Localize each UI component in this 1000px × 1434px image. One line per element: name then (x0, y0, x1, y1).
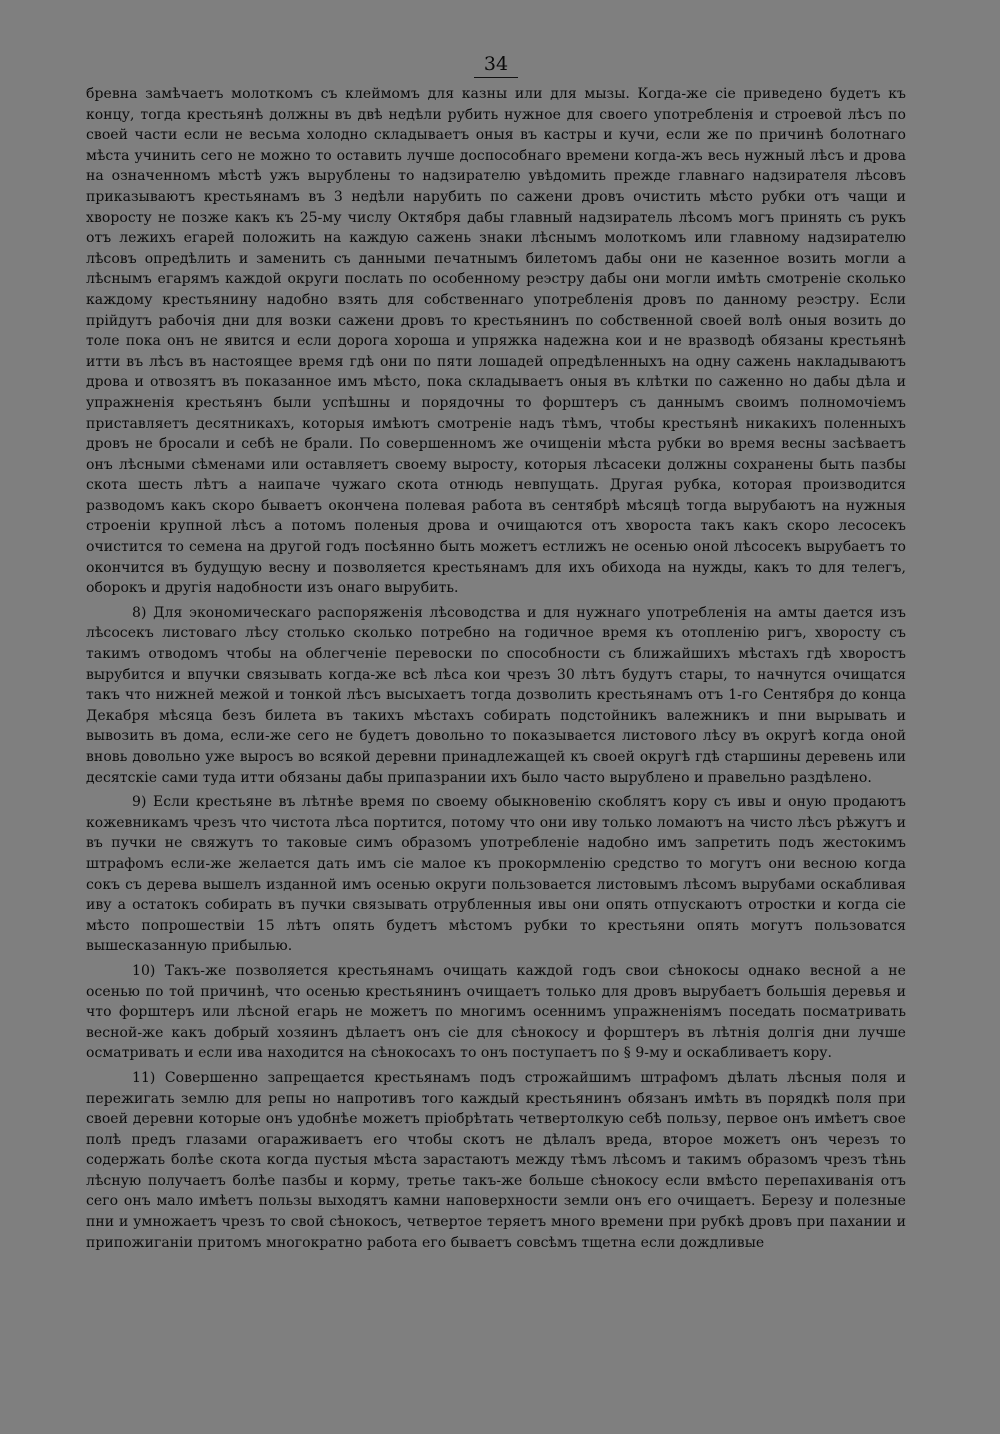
document-page (86, 52, 906, 1257)
page-number-text: 34 (474, 52, 518, 78)
paragraph-section-10: 10) Такъ-же позволяется крестьянамъ очищать каждой годъ свои сѣнокосы однако весной а не осенью по той причинѣ, что осенью крестьянинъ очищаетъ только для дровъ вырубаетъ большія деревья и что форштеръ или лѣсной егарь не можетъ по многимъ осеннимъ упражненіямъ поседать посматривать весной-же какъ добрый хозяинъ дѣлаетъ онъ сіе для сѣнокосу и форштеръ въ лѣтнія долгія дни лучше осматривать и если ива находится на сѣнокосахъ то онъ поступаетъ по § 9-му и оскабливаетъ кору. (86, 962, 906, 1062)
paragraph-continuation: бревна замѣчаетъ молоткомъ съ клеймомъ для казны или для мызы. Когда-же сіе приведено будетъ къ концу, тогда крестьянѣ должны въ двѣ недѣли рубить нужное для своего употребленія и строевой лѣсъ по своей части если не весьма холодно складываетъ оныя въ кастры и кучи, если же по причинѣ болотнаго мѣста учинить сего не можно то оставить лучше доспособнаго времени когда-жъ весь нужный лѣсъ и дрова на означенномъ мѣстѣ ужъ вырублены то надзирателю увѣдомить прежде главнаго надзирателя лѣсовъ приказываютъ крестьянамъ въ 3 недѣли нарубить по сажени дровъ очистить мѣсто рубки отъ чащи и хворосту не позже какъ къ 25-му числу Октября дабы главный надзиратель лѣсомъ могъ принять съ рукъ отъ лежихъ егарей положить на каждую сажень знаки лѣснымъ молоткомъ или главному надзирателю лѣсовъ опредѣлить и заменить съ данными печатнымъ билетомъ дабы они не казенное возить могли а лѣснымъ егарямъ каждой округи послать по особенному реэстру дабы они могли имѣть смотреніе сколько каждому крестьянину надобно взять для собственнаго употребленія дровъ по данному реэстру. Если прійдутъ рабочія дни для возки сажени дровъ то крестьянинъ по собственной своей волѣ оныя возить до толе пока онъ не явится и если дорога хороша и упряжка надежна кои и не вразводѣ обязаны крестьянѣ итти въ лѣсъ въ настоящее время гдѣ они по пяти лошадей опредѣленныхъ на одну сажень накладываютъ дрова и отвозятъ въ показанное имъ мѣсто, пока складываетъ оныя въ клѣтки по саженно но дабы дѣла и упражненія крестьянъ были успѣшны и порядочны то форштеръ съ даннымъ своимъ полномочіемъ приставляетъ десятникахъ, которыя имѣютъ смотреніе надъ тѣмъ, чтобы крестьянѣ никакихъ поленныхъ дровъ не бросали и себѣ не брали. По совершенномъ же очищеніи мѣста рубки во время весны засѣваетъ онъ лѣсными сѣменами или оставляетъ своему выросту, которыя лѣсасеки должны сохранены быть пазбы скота шесть лѣтъ а наипаче чужаго скота отнюдь невпущать. Другая рубка, которая производится разводомъ какъ скоро бываетъ окончена полевая работа въ сентябрѣ мѣсяцѣ тогда вырубаютъ на нужныя строеніи крупной лѣсъ а потомъ поленыя дрова и очищаются отъ хвороста такъ какъ скоро лесосекъ очистится то семена на другой годъ посѣянно быть можетъ естлижъ не осенью оной лѣсосекъ вырубаетъ то окончится въ будущую весну и позволяется крестьянамъ для ихъ обихода на нужды, какъ то для телегъ, оборокъ и другія надобности изъ онаго вырубить. (86, 86, 906, 597)
paragraph-section-11: 11) Совершенно запрещается крестьянамъ подъ строжайшимъ штрафомъ дѣлать лѣсныя поля и пережигать землю для репы но напротивъ того каждый крестьянинъ обязанъ имѣть въ порядкѣ поля при своей деревни которые онъ удобнѣе можетъ пріобрѣтать четвертолкую себѣ пользу, первое онъ имѣетъ свое полѣ предъ глазами огараживаетъ его чтобы скотъ не дѣлалъ вреда, второе можетъ онъ черезъ то содержать болѣе скота когда пустыя мѣста зарастаютъ между тѣмъ лѣсомъ и такимъ образомъ чрезъ тѣнь лѣсную получаетъ болѣе пазбы и корму, третье такъ-же больше сѣнокосу если вмѣсто перепахиванія отъ сего онъ мало имѣетъ пользы выходятъ камни наповерхности земли онъ его очищаетъ. Березу и полезные пни и умножаетъ чрезъ то свой сѣнокосъ, четвертое теряетъ много времени при рубкѣ дровъ при пахании и припожиганіи притомъ многократно работа его бываетъ совсѣмъ тщетна если дождливые (86, 1069, 906, 1251)
paragraph-section-9: 9) Если крестьяне въ лѣтнѣе время по своему обыкновенію скоблятъ кору съ ивы и оную продаютъ кожевникамъ чрезъ что чистота лѣса портится, потому что они иву только ломаютъ на чисто лѣсъ рѣжутъ и въ пучки не свяжутъ то таковые симъ образомъ употребленіе надобно имъ запретить подъ жестокимъ штрафомъ если-же желается дать имъ сіе малое къ прокормленію средство то могутъ они весною когда сокъ съ дерева вышелъ изданной имъ осенью округи пользовается листовымъ лѣсомъ вырубами оскабливая иву а остатокъ собирать въ пучки связывать отрубленныя ивы они опять отпускаютъ отростки и когда сіе мѣсто попрошествіи 15 лѣтъ опять будетъ мѣстомъ рубки то крестьяни опять могутъ пользоватся вышесказанную прибылью. (86, 794, 906, 955)
page-number (86, 52, 906, 78)
paragraph-section-8: 8) Для экономическаго распоряженія лѣсоводства и для нужнаго употребленія на амты дается изъ лѣсосекъ листоваго лѣсу столько сколько потребно на годичное время къ отопленію ригъ, хворосту съ такимъ отводомъ чтобы на облегченіе перевоски по способности съ ближайшихъ мѣстахъ гдѣ хворостъ вырубится и впучки связывать когда-же всѣ лѣса кои чрезъ 30 лѣтъ будутъ стары, то начнутся очищатся такъ что нижней межой и тонкой лѣсъ высыхаетъ тогда дозволить крестьянамъ отъ 1-го Сентября до конца Декабря мѣсяца безъ билета въ такихъ мѣстахъ собирать подстойникъ валежникъ и пни вырывать и вывозить въ дома, если-же сего не будетъ довольно то показывается листового лѣсу въ округѣ когда оной вновь довольно уже выросъ во всякой деревни принадлежащей къ своей округѣ гдѣ старшины деревень или десятскіе сами туда итти обязаны дабы припазрании ихъ было часто вырублено и правельно раздѣлено. (86, 604, 906, 786)
